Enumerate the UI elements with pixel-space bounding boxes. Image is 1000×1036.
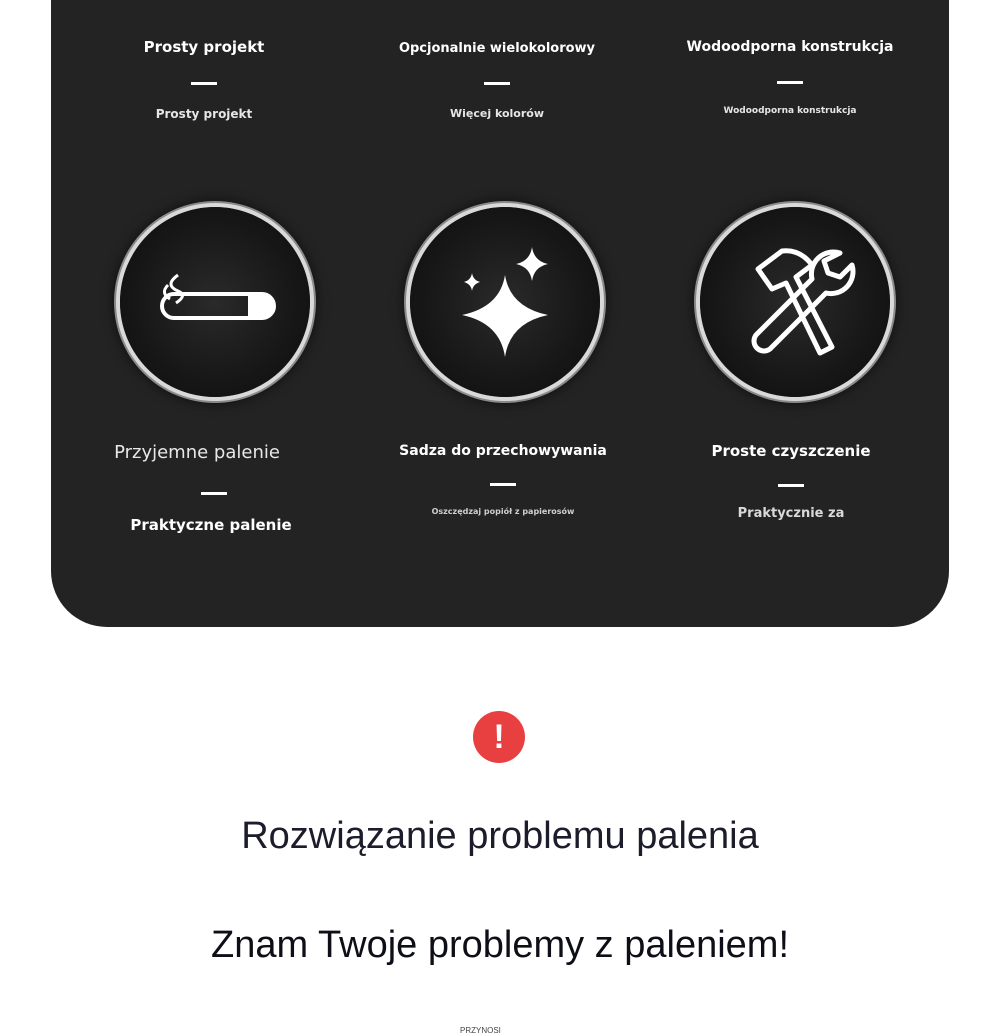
feature-subtitle: Praktyczne palenie (130, 516, 292, 534)
feature-bottom-1-sub (61, 516, 361, 534)
feature-top-1 (54, 38, 354, 121)
feature-top-2 (347, 41, 647, 120)
tools-icon-circle (700, 207, 890, 397)
feature-bottom-2 (353, 443, 653, 516)
alert-icon: ! (473, 711, 525, 763)
feature-subtitle: Prosty projekt (155, 107, 253, 121)
feature-top-3 (640, 39, 940, 116)
tools-icon (700, 207, 890, 397)
feature-title: Przyjemne palenie (114, 442, 280, 463)
feature-subtitle: Praktycznie za (737, 506, 845, 521)
feature-title: Opcjonalnie wielokolorowy (398, 41, 596, 56)
divider-dash (484, 82, 510, 85)
feature-bottom-3 (641, 442, 941, 521)
feature-subtitle: Więcej kolorów (450, 107, 544, 120)
divider-dash (777, 81, 803, 84)
sparkle-icon (410, 207, 600, 397)
divider-dash (778, 484, 804, 487)
feature-subtitle: Wodoodporna konstrukcja (723, 106, 857, 116)
divider-dash (490, 483, 516, 486)
feature-title: Sadza do przechowywania (399, 443, 607, 459)
divider-dash (191, 82, 217, 85)
feature-title: Prosty projekt (143, 38, 265, 56)
secondary-heading: Znam Twoje problemy z paleniem! (211, 924, 789, 966)
sparkle-icon-circle (410, 207, 600, 397)
cigarette-icon (120, 207, 310, 397)
feature-subtitle: Oszczędzaj popiół z papierosów (431, 507, 575, 516)
feature-bottom-1 (47, 442, 347, 463)
primary-heading: Rozwiązanie problemu palenia (241, 815, 759, 857)
feature-title: Proste czyszczenie (711, 442, 871, 460)
feature-title: Wodoodporna konstrukcja (686, 39, 894, 55)
bottom-image-label: PRZYNOSI (460, 1026, 501, 1035)
divider-dash (201, 492, 227, 495)
cigarette-icon-circle (120, 207, 310, 397)
